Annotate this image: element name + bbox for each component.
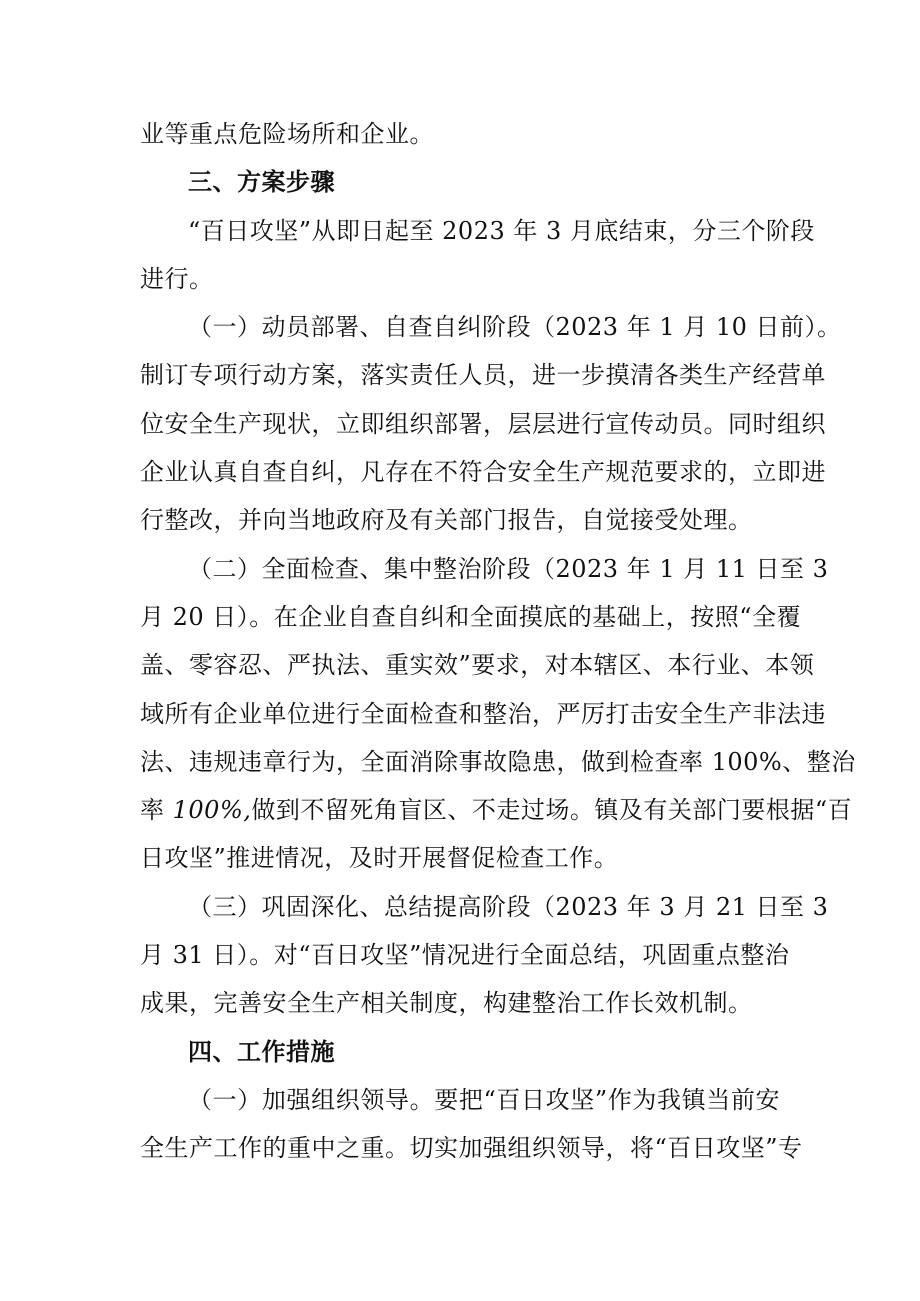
paragraph-phase-3	[140, 883, 829, 1028]
rate-value-italic: 100%,	[172, 796, 252, 825]
paragraph-measure-1	[140, 1076, 803, 1173]
paragraph-schedule	[140, 207, 815, 304]
text-line: 行整改，并向当地政府及有关部门报告，自觉接受处理。	[140, 506, 753, 535]
text-line: （二）全面检查、集中整治阶段（2023 年 1 月 11 日至 3	[188, 554, 829, 583]
text-line: 业等重点危险场所和企业。	[140, 120, 434, 148]
text-line: 位安全生产现状，立即组织部署，层层进行宣传动员。同时组织	[140, 409, 826, 438]
text-line: 全生产工作的重中之重。切实加强组织领导，将“百日攻坚”专	[140, 1134, 803, 1163]
text-line: （一）加强组织领导。要把“百日攻坚”作为我镇当前安	[188, 1085, 780, 1114]
paragraph-phase-2	[140, 545, 856, 883]
section-heading-3: 三、方案步骤	[188, 168, 335, 197]
text-line: 法、违规违章行为，全面消除事故隐患，做到检查率 100%、整治	[140, 747, 856, 776]
document-body	[140, 110, 856, 1173]
text-line: 月 20 日）。在企业自查自纠和全面摸底的基础上，按照“全覆	[140, 602, 802, 631]
text-line: 域所有企业单位进行全面检查和整治，严厉打击安全生产非法违	[140, 699, 826, 728]
text-segment: 率	[140, 796, 173, 825]
text-line-mixed	[140, 786, 853, 834]
text-line: “百日攻坚”从即日起至 2023 年 3 月底结束，分三个阶段	[188, 216, 815, 245]
text-line: 制订专项行动方案，落实责任人员，进一步摸清各类生产经营单	[140, 361, 826, 390]
text-line: （三）巩固深化、总结提高阶段（2023 年 3 月 21 日至 3	[188, 892, 829, 921]
paragraph-phase-1	[140, 303, 842, 544]
text-line: 进行。	[140, 264, 214, 293]
text-line: 企业认真自查自纠，凡存在不符合安全生产规范要求的，立即进	[140, 458, 826, 487]
text-line: 盖、零容忍、严执法、重实效”要求，对本辖区、本行业、本领	[140, 651, 815, 680]
paragraph-continuation	[140, 110, 780, 158]
section-heading-4: 四、工作措施	[188, 1037, 335, 1066]
text-line: （一）动员部署、自查自纠阶段（2023 年 1 月 10 日前）。	[188, 313, 842, 342]
text-line: 月 31 日）。对“百日攻坚”情况进行全面总结，巩固重点整治	[140, 941, 790, 970]
text-segment: 做到不留死角盲区、不走过场。镇及有关部门要根据“百	[251, 796, 853, 825]
text-line: 日攻坚”推进情况，及时开展督促检查工作。	[140, 844, 619, 873]
text-line: 成果，完善安全生产相关制度，构建整治工作长效机制。	[140, 989, 753, 1018]
